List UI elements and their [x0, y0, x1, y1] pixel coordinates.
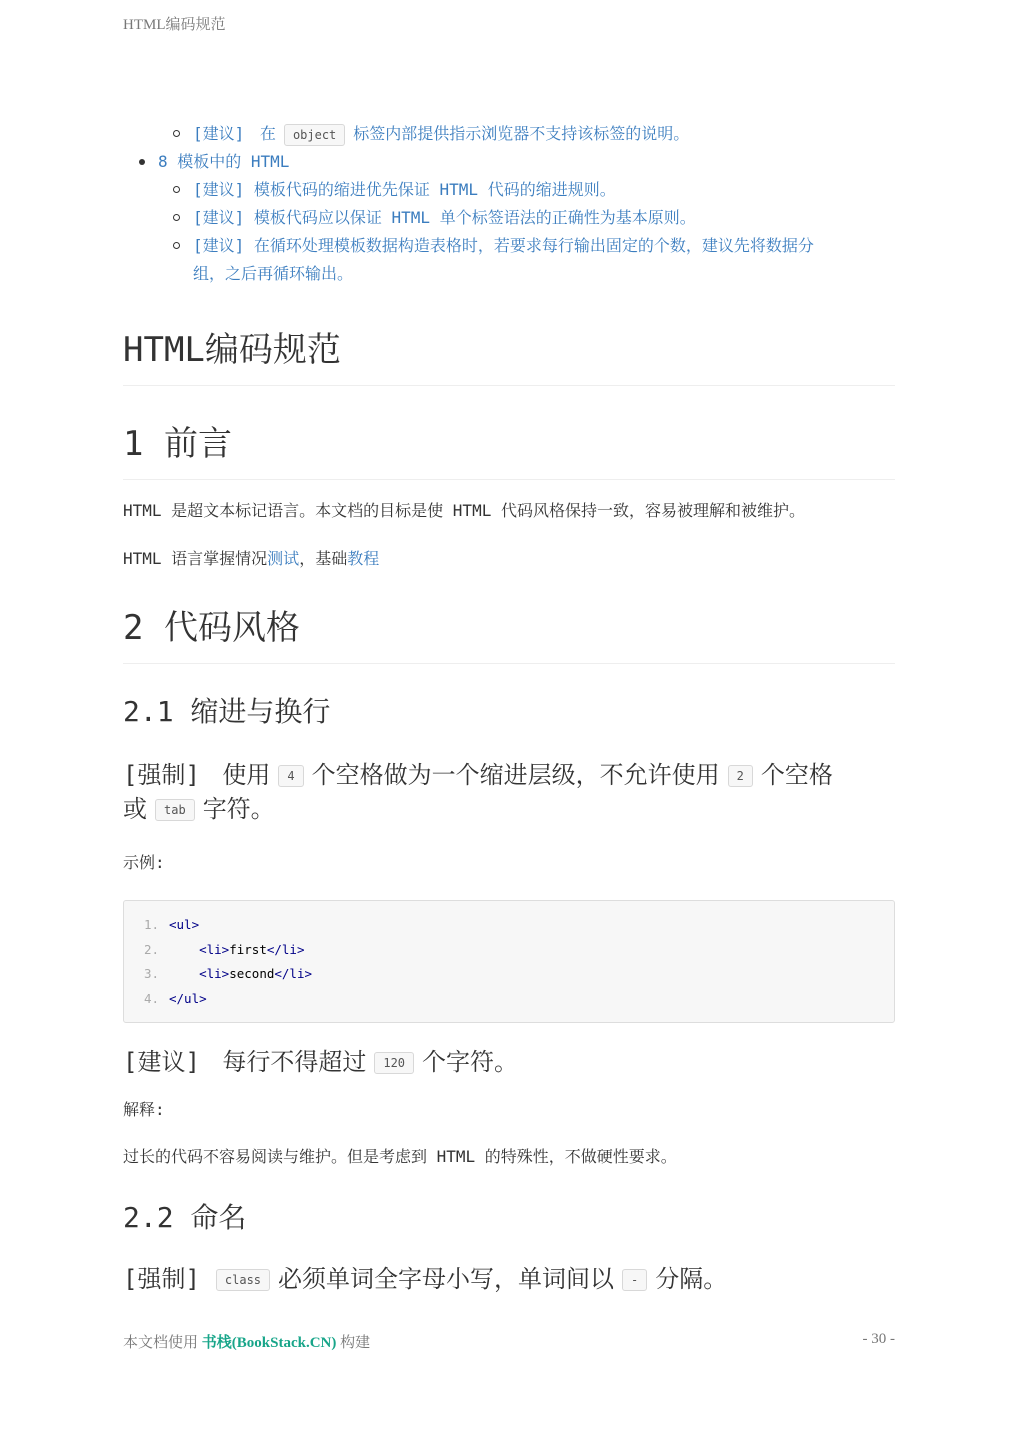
toc-item-post[interactable]: 标签内部提供指示浏览器不支持该标签的说明。	[353, 124, 690, 143]
rule-class-heading	[123, 1262, 895, 1296]
rule-text-post: 个字符。	[422, 1048, 519, 1077]
page-number: - 30 -	[862, 1331, 895, 1347]
sec1-p2-pre: HTML 语言掌握情况	[123, 549, 268, 568]
code-content: <li>second</li>	[199, 966, 313, 982]
rule-text-mid: 个空格做为一个缩进层级，不允许使用	[311, 761, 720, 789]
circle-bullet-icon	[173, 214, 180, 221]
page-footer	[123, 1331, 370, 1352]
code-line	[124, 987, 894, 1012]
inline-code-tab: tab	[155, 799, 195, 821]
table-of-contents	[123, 120, 895, 288]
code-content: </ul>	[169, 990, 207, 1006]
circle-bullet-icon	[173, 242, 180, 249]
rule-indent-heading	[123, 758, 895, 826]
circle-bullet-icon	[173, 130, 180, 137]
code-block	[123, 900, 895, 1023]
link-tutorial[interactable]: 教程	[347, 549, 380, 568]
section-2-heading: 2 代码风格	[123, 600, 895, 664]
inline-code-120: 120	[374, 1052, 414, 1074]
footer-post: 构建	[340, 1335, 371, 1351]
toc-item-syntax[interactable]	[123, 204, 895, 232]
circle-bullet-icon	[173, 186, 180, 193]
code-line	[124, 962, 894, 987]
code-content: <ul>	[169, 917, 200, 932]
toc-item-pre[interactable]: 在	[259, 124, 276, 143]
rule-tag: [建议]	[123, 1048, 200, 1077]
toc-item-loop[interactable]	[123, 232, 895, 288]
code-line	[124, 938, 894, 963]
explain-text: 过长的代码不容易阅读与维护。但是考虑到 HTML 的特殊性，不做硬性要求。	[123, 1147, 677, 1167]
section-2-1-heading: 2.1 缩进与换行	[123, 695, 331, 728]
toc-section-8-link[interactable]: 8 模板中的 HTML	[158, 152, 290, 171]
explain-label: 解释:	[123, 1100, 165, 1120]
toc-item-indent-link[interactable]: [建议] 模板代码的缩进优先保证 HTML 代码的缩进规则。	[193, 180, 616, 199]
sec1-paragraph-2	[123, 546, 895, 572]
toc-item-tag[interactable]: [建议]	[193, 124, 245, 143]
code-content: <li>first</li>	[199, 941, 305, 957]
line-number: 1.	[143, 917, 159, 932]
page-header: HTML编码规范	[123, 17, 226, 33]
line-number: 3.	[143, 966, 159, 982]
sec1-p2-mid: ，基础	[299, 549, 348, 568]
toc-item-loop-line2[interactable]: 组，之后再循环输出。	[193, 264, 354, 283]
line-number: 2.	[143, 941, 159, 957]
footer-brand-link[interactable]: 书栈(BookStack.CN)	[201, 1335, 337, 1351]
disc-bullet-icon	[139, 159, 145, 165]
inline-code-2: 2	[728, 765, 753, 787]
rule-text-mid2: 个空格	[760, 761, 833, 789]
rule-text-post: 字符。	[202, 795, 275, 823]
inline-code-class: class	[216, 1269, 270, 1291]
toc-item-loop-line1[interactable]: [建议] 在循环处理模板数据构造表格时，若要求每行输出固定的个数，建议先将数据分	[193, 236, 814, 255]
rule-text-pre: 每行不得超过	[222, 1048, 367, 1077]
example-label: 示例:	[123, 853, 165, 872]
section-1-heading: 1 前言	[123, 416, 895, 480]
toc-item-object[interactable]	[123, 120, 895, 148]
inline-code-4: 4	[278, 765, 303, 787]
document-body	[123, 120, 895, 1296]
document-title: HTML编码规范	[123, 322, 895, 386]
link-test[interactable]: 测试	[267, 549, 300, 568]
footer-pre: 本文档使用	[123, 1335, 199, 1351]
rule-tag: [强制]	[123, 1265, 200, 1294]
rule-text-line2: 或	[123, 795, 147, 823]
sec1-paragraph-1: HTML 是超文本标记语言。本文档的目标是使 HTML 代码风格保持一致，容易被理解和被维护。	[123, 501, 805, 520]
inline-code-dash: -	[622, 1269, 647, 1291]
rule-line-length-heading	[123, 1045, 895, 1079]
inline-code-object: object	[284, 124, 345, 146]
toc-item-indent[interactable]	[123, 176, 895, 204]
code-line	[124, 913, 894, 938]
toc-item-syntax-link[interactable]: [建议] 模板代码应以保证 HTML 单个标签语法的正确性为基本原则。	[193, 208, 696, 227]
line-number: 4.	[143, 990, 159, 1006]
section-2-2-heading: 2.2 命名	[123, 1201, 247, 1235]
rule-text-mid: 必须单词全字母小写，单词间以	[278, 1265, 615, 1294]
toc-section-8[interactable]	[123, 148, 895, 176]
rule-text-pre: 使用	[222, 761, 271, 789]
rule-tag: [强制]	[123, 761, 200, 789]
rule-text-post: 分隔。	[655, 1265, 728, 1294]
